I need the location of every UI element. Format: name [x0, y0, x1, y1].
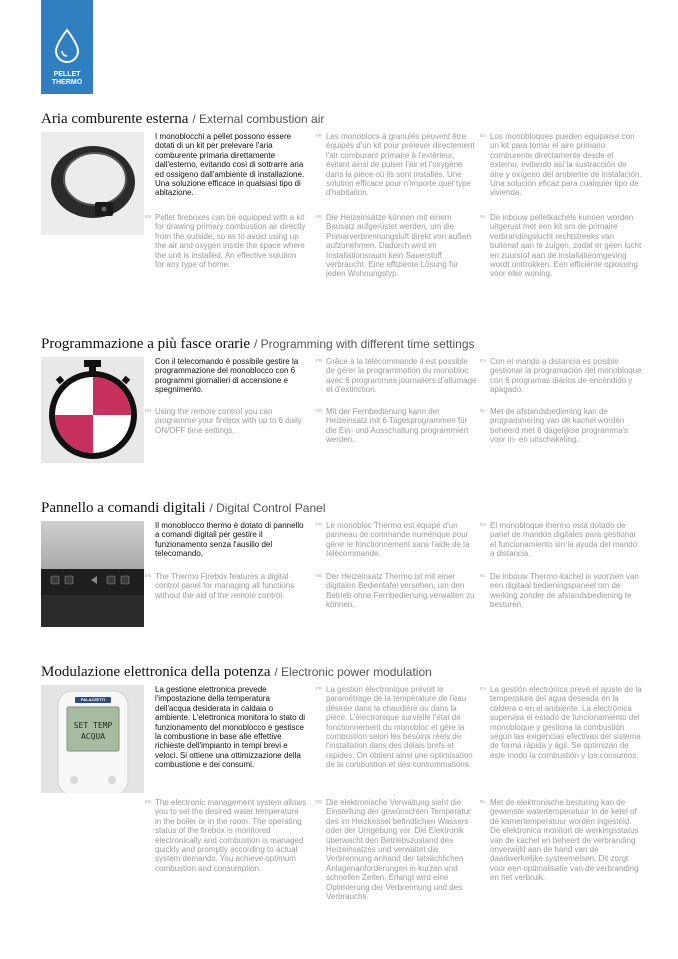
heading-italian: Modulazione elettronica della potenza: [41, 664, 271, 680]
text-it: I monoblocchi a pellet possono essere dotati di un kit per prelevare l'aria comburente primaria direttamente dall'esterno, evitando così di sottrarre aria ed ossigeno dall'ambiente di installazione. Una soluzione efficace in qualsiasi tipo di abitazione.: [155, 132, 305, 198]
text-es: ES Los monobloques pueden equiparse con un kit para tomar el aire primario comburente directamente desde el externo, evitando así la sustracción de aire y oxígeno del ambiente de instalación. Una solución eficaz para cualquier tipo de vivienda.: [480, 132, 642, 198]
display-line-1: SET TEMP: [73, 721, 113, 730]
heading-italian: Programmazione a più fasce orarie: [41, 336, 251, 352]
heading-italian: Aria comburente esterna: [41, 111, 189, 127]
text-fr: FR Les monoblocs à granulés peuvent être équipés d'un kit pour prélever directement l'air comburant primaire à l'extérieur, évitant ainsi de puiser l'air et l'oxygène dans la pièce où ils sont installés. Une solution efficace pour n'importe quel type d'habitation.: [316, 132, 475, 198]
text-de: DE Der Heizeinsatz Thermo ist mit einer digitalen Bedientafel versehen, um den Betrieb ohne Fernbedienung verwalten zu können.: [316, 572, 475, 610]
heading-english: External combustion air: [199, 112, 325, 126]
text-fr: FR La gestion électronique prévoit le paramétrage de la température de l'eau désirée dans la chaudière ou dans la pièce. L'électronique surveille l'état de fonctionnement du monobloc et gère la combustion selon les besoins réels de l'installation dans des délais brefs et rapides. On obtient ainsi une optimisation de la combustion et des consommations.: [316, 685, 473, 770]
section-heading: Pannello a comandi digitali / Digital Control Panel: [41, 500, 326, 516]
water-drop-icon: [53, 28, 81, 64]
heading-english: Programming with different time settings: [260, 337, 475, 351]
heading-english: Digital Control Panel: [216, 501, 326, 515]
text-nl: NL De inbouw Thermo-kachel is voorzien van een digitaal bedieningspaneel om de werking zonder de afstandsbediening te besturen.: [480, 572, 639, 610]
text-en: EN The electronic management system allows you to set the desired water temperature in the boiler or in the room. The operating status of the firebox is monitored electronically and combustion is managed quickly and promptly according to actual system demands. You achieve optimum combustion and consumption.: [145, 798, 307, 873]
text-nl: NL Met de afstandsbediening kan de programmering van de kachel worden beheerd met 6 dagelijkse programma's voor in- en uitschakeling.: [480, 407, 629, 445]
remote-brand-label: PALAZZETTI: [75, 697, 111, 703]
section-power-modulation: [41, 663, 641, 923]
text-it: La gestione elettronica prevede l'impostazione della temperatura dell'acqua desiderata in caldaia o ambiente. L'elettronica monitora lo stato di funzionamento del monoblocco e gestisce la combustione in base alle effettive richieste dell'impianto in tempi brevi e veloci. Si ottiene una ottimizzazione della combustione e dei consumi.: [155, 685, 306, 770]
text-en: EN Using the remote control you can programme your firebox with up to 6 daily ON/OFF time settings.: [145, 407, 302, 435]
text-fr: FR Le monobloc Thermo est équipé d'un panneau de commande numérique pour gérer le fonctionnement sans l'aide de la télécommande.: [316, 521, 470, 559]
section-heading: Modulazione elettronica della potenza / Electronic power modulation: [41, 664, 432, 680]
remote-display-image: [41, 685, 144, 793]
stopwatch-image: [41, 357, 144, 463]
heading-english: Electronic power modulation: [281, 665, 432, 679]
section-external-air: [41, 110, 641, 310]
section-heading: Programmazione a più fasce orarie / Programming with different time settings: [41, 336, 475, 352]
text-es: ES La gestión electrónica prevé el ajuste de la temperatura del agua deseada en la caldera o en el ambiente. La electrónica supervisa el estado de funcionamiento del monobloque y gestiona la combustión según las exigencias efectivas del sistema de forma rápida y ágil. Se optimizan de este modo la combustión y los consumos.: [480, 685, 642, 760]
text-nl: NL De inbouw pelletkachels kunnen worden uitgerust met een kit om de primaire verbrandingslucht rechtstreeks van buitenaf aan te zuigen, zodat er geen lucht en zuurstof aan de installatieomgeving wordt onttrokken. Een efficiënte oplossing voor elke woning.: [480, 213, 642, 279]
section-heading: Aria comburente esterna / External combustion air: [41, 111, 325, 127]
text-es: ES Con el mando a distancia es posible gestionar la programación del monobloque con 6 programas diarios de encendido y apagado.: [480, 357, 642, 395]
text-en: EN Pellet fireboxes can be equipped with a kit for drawing primary combustion air directly from the outside, so as to avoid using up the air and oxygen inside the space where the unit is installed. An effective solution for any type of home.: [145, 213, 306, 270]
section-programming: [41, 335, 641, 465]
heading-italian: Pannello a comandi digitali: [41, 500, 206, 516]
text-de: DE Die Heizeinsätze können mit einem Bausatz aufgerüstet werden, um die Primärverbrennungsluft direkt von außen aufzunehmen. Dadurch wird im Installationsraum kein Sauerstoff verbraucht. Eine effiziente Lösung für jeden Wohnungstyp.: [316, 213, 471, 279]
text-it: Il monoblocco thermo è dotato di pannello a comandi digitali per gestire il funzionamento senza l'ausilio del telecomando.: [155, 521, 304, 559]
text-fr: FR Grâce à la télécommande il est possible de gérer la programmation du monobloc avec 6 programmes journaliers d'allumage et d'extinction.: [316, 357, 477, 395]
brand-badge: [41, 0, 93, 94]
display-line-2: ACQUA: [80, 732, 106, 741]
section-digital-panel: [41, 499, 641, 629]
text-de: DE Die elektronische Verwaltung sieht die Einstellung der gewünschten Temperatur des im Heizkessel befindlichen Wassers oder der Umgebung vor. Die Elektronik überwacht den Betriebszustand des Heizeinsatzes und verwaltet die Verbrennung anhand der tatsächlichen Anlagenanforderungen in kurzen und schnellen Zeiten. Erlangt wird eine Optimierung der Verbrennung und des Verbrauchs.: [316, 798, 471, 902]
control-panel-image: [41, 521, 144, 627]
external-air-ring-image: [41, 132, 144, 235]
text-de: DE Mit der Fernbedienung kann der Heizeinsatz mit 6 Tagesprogrammen für die Ein- und Ausschaltung programmiert werden.: [316, 407, 469, 445]
badge-label: PELLET THERMO: [51, 71, 83, 86]
text-it: Con il telecomando è possibile gestire la programmazione del monoblocco con 6 programmi giornalieri di accensione e spegnimento.: [155, 357, 299, 395]
text-es: ES El monobloque thermo está dotado de panel de mandos digitales para gestionar el funcionamiento sin la ayuda del mando a distancia.: [480, 521, 638, 559]
text-nl: NL Met de elektronische besturing kan de gewenste watertemperatuur in de ketel of de kamertemperatuur worden ingesteld. De elektronica monitort de werkingsstatus van de kachel en beheert de verbranding onverwijld aan de hand van de daadwerkelijke systeemeisen. Dit zorgt voor een optimalisatie van de verbranding en het verbruik.: [480, 798, 639, 883]
text-en: EN The Thermo Firebox features a digital control panel for managing all functions without the aid of the remote control.: [145, 572, 295, 600]
